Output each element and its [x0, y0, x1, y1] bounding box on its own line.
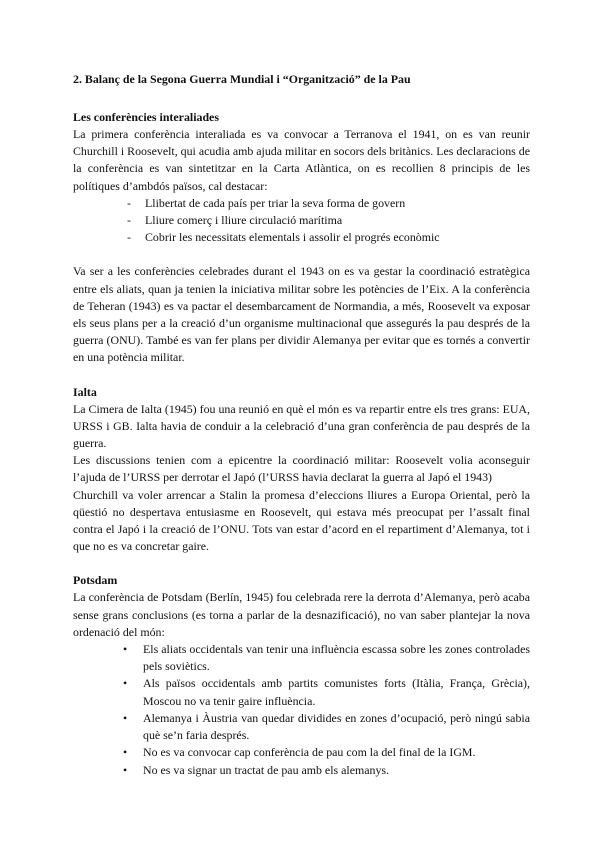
section-heading-yalta: Ialta	[73, 384, 97, 399]
list-item: • Alemanya i Àustria van quedar dividides en zones d’ocupació, però ningú sabia què se’n faria després.	[123, 710, 530, 744]
list-item: - Lliure comerç i lliure circulació marítima	[127, 212, 530, 229]
spacer	[73, 555, 530, 572]
spacer	[73, 246, 530, 263]
list-item: • No es va signar un tractat de pau amb els alemanys.	[123, 762, 530, 779]
section-heading-potsdam: Potsdam	[73, 573, 118, 588]
list-item: - Cobrir les necessitats elementals i assolir el progrés econòmic	[127, 229, 530, 246]
list-item: • Els aliats occidentals van tenir una influència escassa sobre les zones controlades pels soviètics.	[123, 641, 530, 675]
potsdam-intro-paragraph: La conferència de Potsdam (Berlín, 1945) fou celebrada rere la derrota d’Alemanya, però acaba sense grans conclusions (es torna a parlar de la desnazificació), no van saber plantejar la nova ordenació del món:	[73, 590, 530, 639]
conferences-followup-paragraph: Va ser a les conferències celebrades durant el 1943 on es va gestar la coordinació estratègica entre els aliats, quan ja tenien la iniciativa militar sobre les potències de l’Eix. A la conferència de Teheran (1943) es va pactar el desembarcament de Normandia, a més, Roosevelt va exposar els seus plans per a la creació d’un organisme multinacional que assegurés la pau després de la guerra (ONU). També es van fer plans per dividir Alemanya per evitar que es tornés a convertir en una potència militar.	[73, 264, 530, 365]
spacer	[73, 367, 530, 384]
list-item: - Llibertat de cada país per triar la seva forma de govern	[127, 195, 530, 212]
yalta-paragraph-2: Les discussions tenien com a epicentre la coordinació militar: Roosevelt volia aconseguir l’ajuda de l’URSS per derrotar el Japó (l’URSS havia declarat la guerra al Japó el 1943)	[73, 453, 530, 485]
yalta-paragraph-3: Churchill va voler arrencar a Stalin la promesa d’eleccions lliures a Europa Oriental, però la qüestió no despertava entusiasme en Roosevelt, qui estava més preocupat per l’assalt final contra el Japó i la creació de l’ONU. Tots van estar d’acord en el repartiment d’Alemanya, tot i que no es va concretar gaire.	[73, 487, 530, 554]
potsdam-points-list	[73, 641, 530, 779]
list-item: • No es va convocar cap conferència de pau com la del final de la IGM.	[123, 744, 530, 761]
yalta-paragraph-1: La Cimera de Ialta (1945) fou una reunió en què el món es va repartir entre els tres grans: EUA, URSS i GB. Ialta havia de conduir a la celebració d’una gran conferència de pau després de la guerra.	[73, 401, 530, 451]
conferences-intro-paragraph: La primera conferència interaliada es va convocar a Terranova el 1941, on es van reunir Churchill i Roosevelt, qui acudia amb ajuda militar en socors dels britànics. Les declaracions de la conferència es van sintetitzar en la Carta Atlàntica, on es recollien 8 principis de les polítiques d’ambdós països, cal destacar:	[73, 127, 530, 193]
atlantic-charter-principles-list	[73, 195, 530, 247]
document-title: 2. Balanç de la Segona Guerra Mundial i “Organització” de la Pau	[73, 72, 411, 86]
section-heading-conferences: Les conferències interaliades	[73, 110, 219, 124]
list-item: • Als països occidentals amb partits comunistes forts (Itàlia, França, Grècia), Moscou no va tenir gaire influència.	[123, 675, 530, 709]
